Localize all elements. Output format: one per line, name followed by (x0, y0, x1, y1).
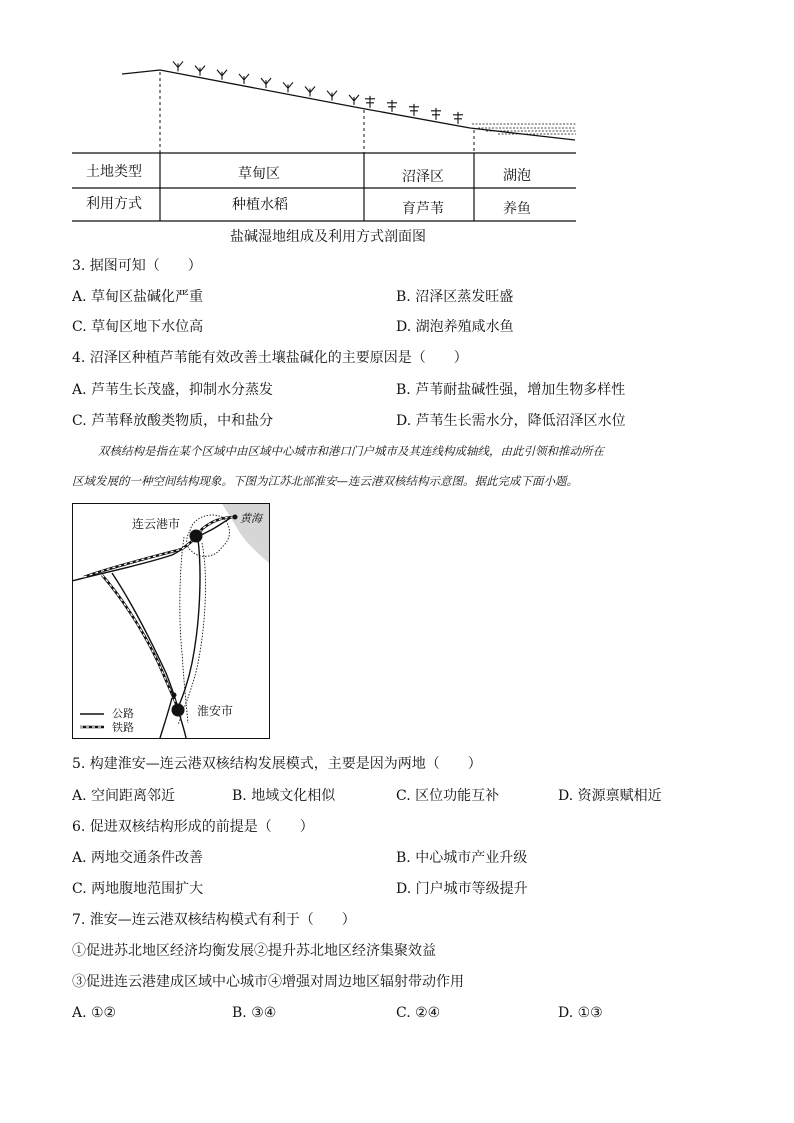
q3-option-a[interactable]: A. 草甸区盐碱化严重 (72, 289, 204, 305)
q4-option-c[interactable]: C. 芦苇释放酸类物质，中和盐分 (72, 413, 274, 429)
cell-rice: 种植水稻 (232, 197, 288, 213)
lianyungang-city-dot (190, 530, 203, 543)
q4-option-d[interactable]: D. 芦苇生长需水分，降低沼泽区水位 (396, 413, 626, 429)
passage-line-1: 双核结构是指在某个区域中由区域中心城市和港口门户城市及其连线构成轴线，由此引领和推动所在 (98, 444, 604, 458)
cell-marsh: 沼泽区 (402, 169, 444, 185)
reed-plant-icons (365, 96, 463, 124)
rice-plant-icon (349, 95, 359, 105)
question-7-stem: 7. 淮安—连云港双核结构模式有利于（ ） (72, 912, 356, 928)
reed-plant-icon (387, 100, 397, 112)
q7-option-b[interactable]: B. ③④ (232, 1005, 277, 1021)
passage-line-2: 区域发展的一种空间结构现象。下图为江苏北部淮安—连云港双核结构示意图。据此完成下面小题。 (72, 474, 578, 488)
reed-plant-icon (365, 96, 375, 108)
rice-plant-icon (261, 78, 271, 88)
cell-lake: 湖泡 (503, 168, 531, 184)
q3-option-c[interactable]: C. 草甸区地下水位高 (72, 319, 204, 335)
q6-option-b[interactable]: B. 中心城市产业升级 (396, 850, 528, 866)
q3-option-b[interactable]: B. 沼泽区蒸发旺盛 (396, 289, 514, 305)
q3-option-d[interactable]: D. 湖泡养殖咸水鱼 (396, 319, 514, 335)
q7-option-d[interactable]: D. ①③ (558, 1005, 603, 1021)
question-3-stem: 3. 据图可知（ ） (72, 258, 202, 274)
q5-option-d[interactable]: D. 资源禀赋相近 (558, 788, 662, 804)
question-4-stem: 4. 沼泽区种植芦苇能有效改善土壤盐碱化的主要原因是（ ） (72, 350, 468, 366)
legend-road-label: 公路 (112, 707, 134, 720)
huaian-city-dot (172, 704, 185, 717)
cell-reed: 育芦苇 (402, 201, 444, 217)
q5-option-c[interactable]: C. 区位功能互补 (396, 788, 500, 804)
double-core-map (72, 503, 270, 739)
q5-option-b[interactable]: B. 地域文化相似 (232, 788, 336, 804)
rice-plant-icon (217, 70, 227, 80)
q4-option-b[interactable]: B. 芦苇耐盐碱性强，增加生物多样性 (396, 382, 626, 398)
cell-fish: 养鱼 (503, 201, 531, 217)
question-6-stem: 6. 促进双核结构形成的前提是（ ） (72, 819, 314, 835)
reed-plant-icon (431, 108, 441, 120)
label-huaian: 淮安市 (197, 704, 234, 718)
row-header-land-type: 土地类型 (86, 164, 142, 180)
rice-plant-icon (173, 61, 183, 71)
rice-plant-icon (283, 82, 293, 92)
reed-plant-icon (409, 104, 419, 116)
label-yellow-sea: 黄海 (240, 512, 262, 525)
rice-plant-icon (195, 66, 205, 76)
q4-option-a[interactable]: A. 芦苇生长茂盛，抑制水分蒸发 (72, 382, 274, 398)
q6-option-d[interactable]: D. 门户城市等级提升 (396, 881, 528, 897)
label-lianyungang: 连云港市 (132, 517, 181, 531)
q6-option-a[interactable]: A. 两地交通条件改善 (72, 850, 204, 866)
q5-option-a[interactable]: A. 空间距离邻近 (72, 788, 176, 804)
rice-plant-icon (327, 91, 337, 101)
map-graphic (72, 503, 270, 739)
legend-rail-label: 铁路 (112, 721, 134, 734)
lake-water (472, 124, 576, 134)
question-5-stem: 5. 构建淮安—连云港双核结构发展模式，主要是因为两地（ ） (72, 756, 482, 772)
rice-plant-icons (173, 61, 359, 104)
figure-caption: 盐碱湿地组成及利用方式剖面图 (230, 229, 426, 245)
q6-option-c[interactable]: C. 两地腹地范围扩大 (72, 881, 204, 897)
q7-option-a[interactable]: A. ①② (72, 1005, 117, 1021)
row-header-use-mode: 利用方式 (86, 196, 142, 212)
rice-plant-icon (239, 74, 249, 84)
rice-plant-icon (305, 87, 315, 97)
cell-meadow: 草甸区 (238, 166, 280, 182)
reed-plant-icon (453, 112, 463, 124)
q7-statements-2: ③促进连云港建成区域中心城市④增强对周边地区辐射带动作用 (72, 974, 464, 990)
q7-statements-1: ①促进苏北地区经济均衡发展②提升苏北地区经济集聚效益 (72, 943, 436, 959)
q7-option-c[interactable]: C. ②④ (396, 1005, 441, 1021)
